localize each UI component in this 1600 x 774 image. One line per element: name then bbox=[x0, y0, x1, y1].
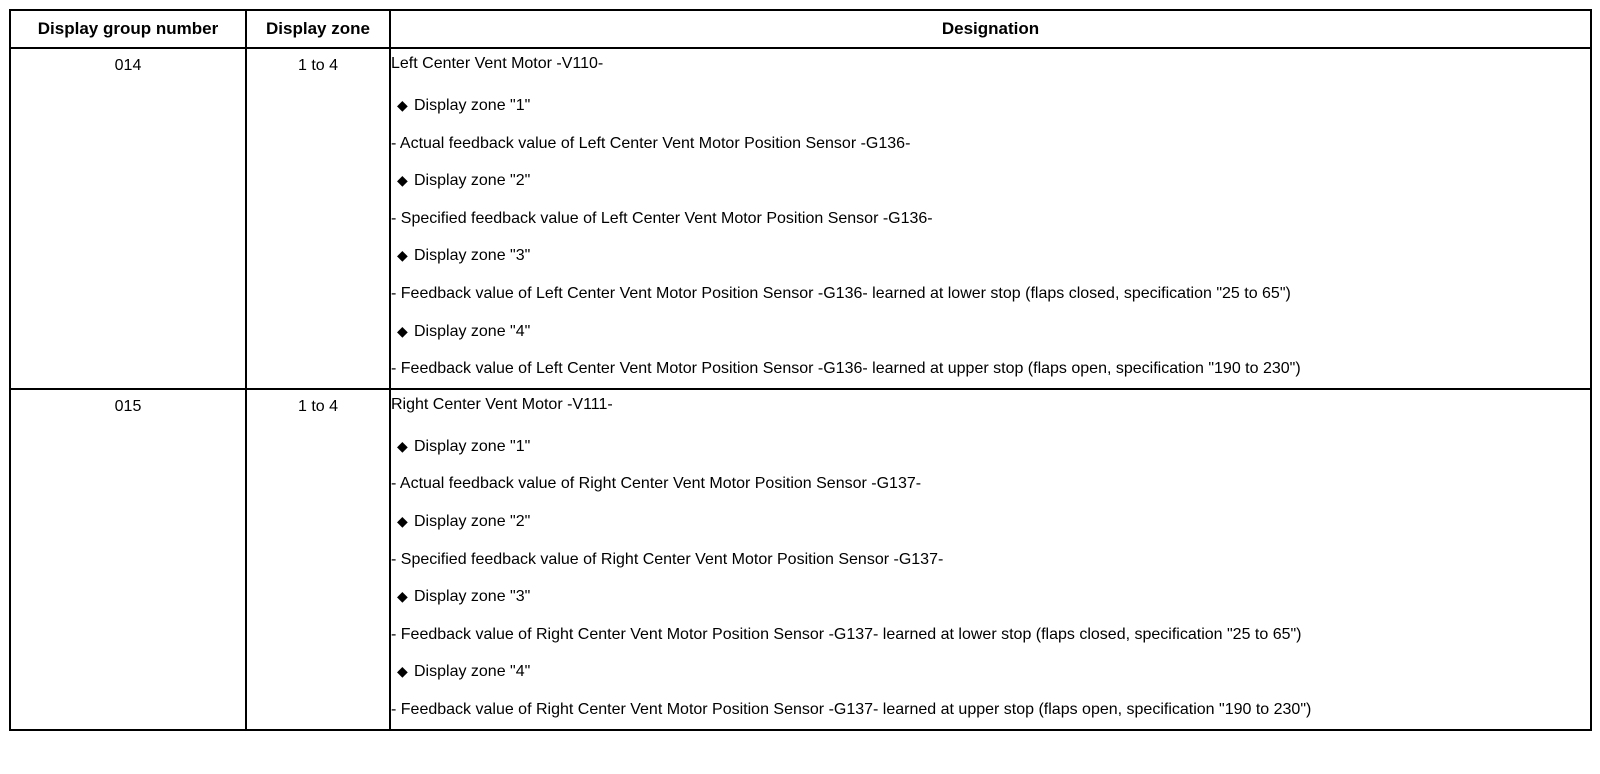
zone-description: - Feedback value of Left Center Vent Motor Position Sensor -G136- learned at upper stop (flaps open, specification "190 to 230") bbox=[391, 360, 1301, 378]
header-display-group-number: Display group number bbox=[10, 10, 246, 48]
zone-label: Display zone "3" bbox=[414, 247, 531, 265]
zone-description: - Specified feedback value of Left Center Vent Motor Position Sensor -G136- bbox=[391, 209, 933, 227]
zone-label: Display zone "2" bbox=[414, 512, 531, 530]
display-group-number: 015 bbox=[10, 389, 246, 730]
zone-description: - Feedback value of Left Center Vent Motor Position Sensor -G136- learned at lower stop (flaps closed, specification "25 to 65") bbox=[391, 284, 1291, 302]
zone-description: - Actual feedback value of Left Center Vent Motor Position Sensor -G136- bbox=[391, 134, 911, 152]
list-item bbox=[391, 313, 1590, 351]
zone-label: Display zone "1" bbox=[414, 97, 531, 114]
zone-description: - Actual feedback value of Right Center Vent Motor Position Sensor -G137- bbox=[391, 475, 922, 493]
table-header-row bbox=[10, 10, 1591, 48]
zone-label: Display zone "1" bbox=[414, 437, 531, 455]
diamond-bullet-icon: ◆ bbox=[397, 172, 408, 189]
zone-label: Display zone "4" bbox=[414, 663, 531, 681]
list-item bbox=[391, 87, 1590, 125]
header-display-zone: Display zone bbox=[246, 10, 390, 48]
zone-label: Display zone "3" bbox=[414, 588, 531, 606]
zone-label: Display zone "2" bbox=[414, 172, 531, 190]
designation-cell bbox=[390, 389, 1591, 730]
list-item bbox=[391, 578, 1590, 616]
diamond-bullet-icon: ◆ bbox=[397, 247, 408, 264]
list-item bbox=[391, 237, 1590, 275]
diamond-bullet-icon: ◆ bbox=[397, 437, 408, 454]
component-title: Left Center Vent Motor -V110- bbox=[391, 55, 604, 72]
zone-description: - Feedback value of Right Center Vent Motor Position Sensor -G137- learned at upper stop (flaps open, specification "190 to 230") bbox=[391, 700, 1312, 718]
display-zone: 1 to 4 bbox=[246, 389, 390, 730]
list-item bbox=[391, 653, 1590, 691]
designation-cell bbox=[390, 48, 1591, 389]
diamond-bullet-icon: ◆ bbox=[397, 97, 408, 113]
header-designation: Designation bbox=[390, 10, 1591, 48]
diamond-bullet-icon: ◆ bbox=[397, 663, 408, 680]
diamond-bullet-icon: ◆ bbox=[397, 588, 408, 605]
diamond-bullet-icon: ◆ bbox=[397, 512, 408, 529]
diamond-bullet-icon: ◆ bbox=[397, 322, 408, 339]
table-row bbox=[10, 389, 1591, 730]
list-item bbox=[391, 162, 1590, 200]
display-group-number: 014 bbox=[10, 48, 246, 389]
zone-description: - Feedback value of Right Center Vent Motor Position Sensor -G137- learned at lower stop (flaps closed, specification "25 to 65") bbox=[391, 625, 1302, 643]
display-zone: 1 to 4 bbox=[246, 48, 390, 389]
display-groups-table bbox=[9, 9, 1592, 731]
list-item bbox=[391, 503, 1590, 541]
component-title: Right Center Vent Motor -V111- bbox=[391, 395, 613, 413]
zone-description: - Specified feedback value of Right Center Vent Motor Position Sensor -G137- bbox=[391, 550, 944, 568]
zone-label: Display zone "4" bbox=[414, 322, 531, 340]
list-item bbox=[391, 428, 1590, 466]
table-row bbox=[10, 48, 1591, 389]
